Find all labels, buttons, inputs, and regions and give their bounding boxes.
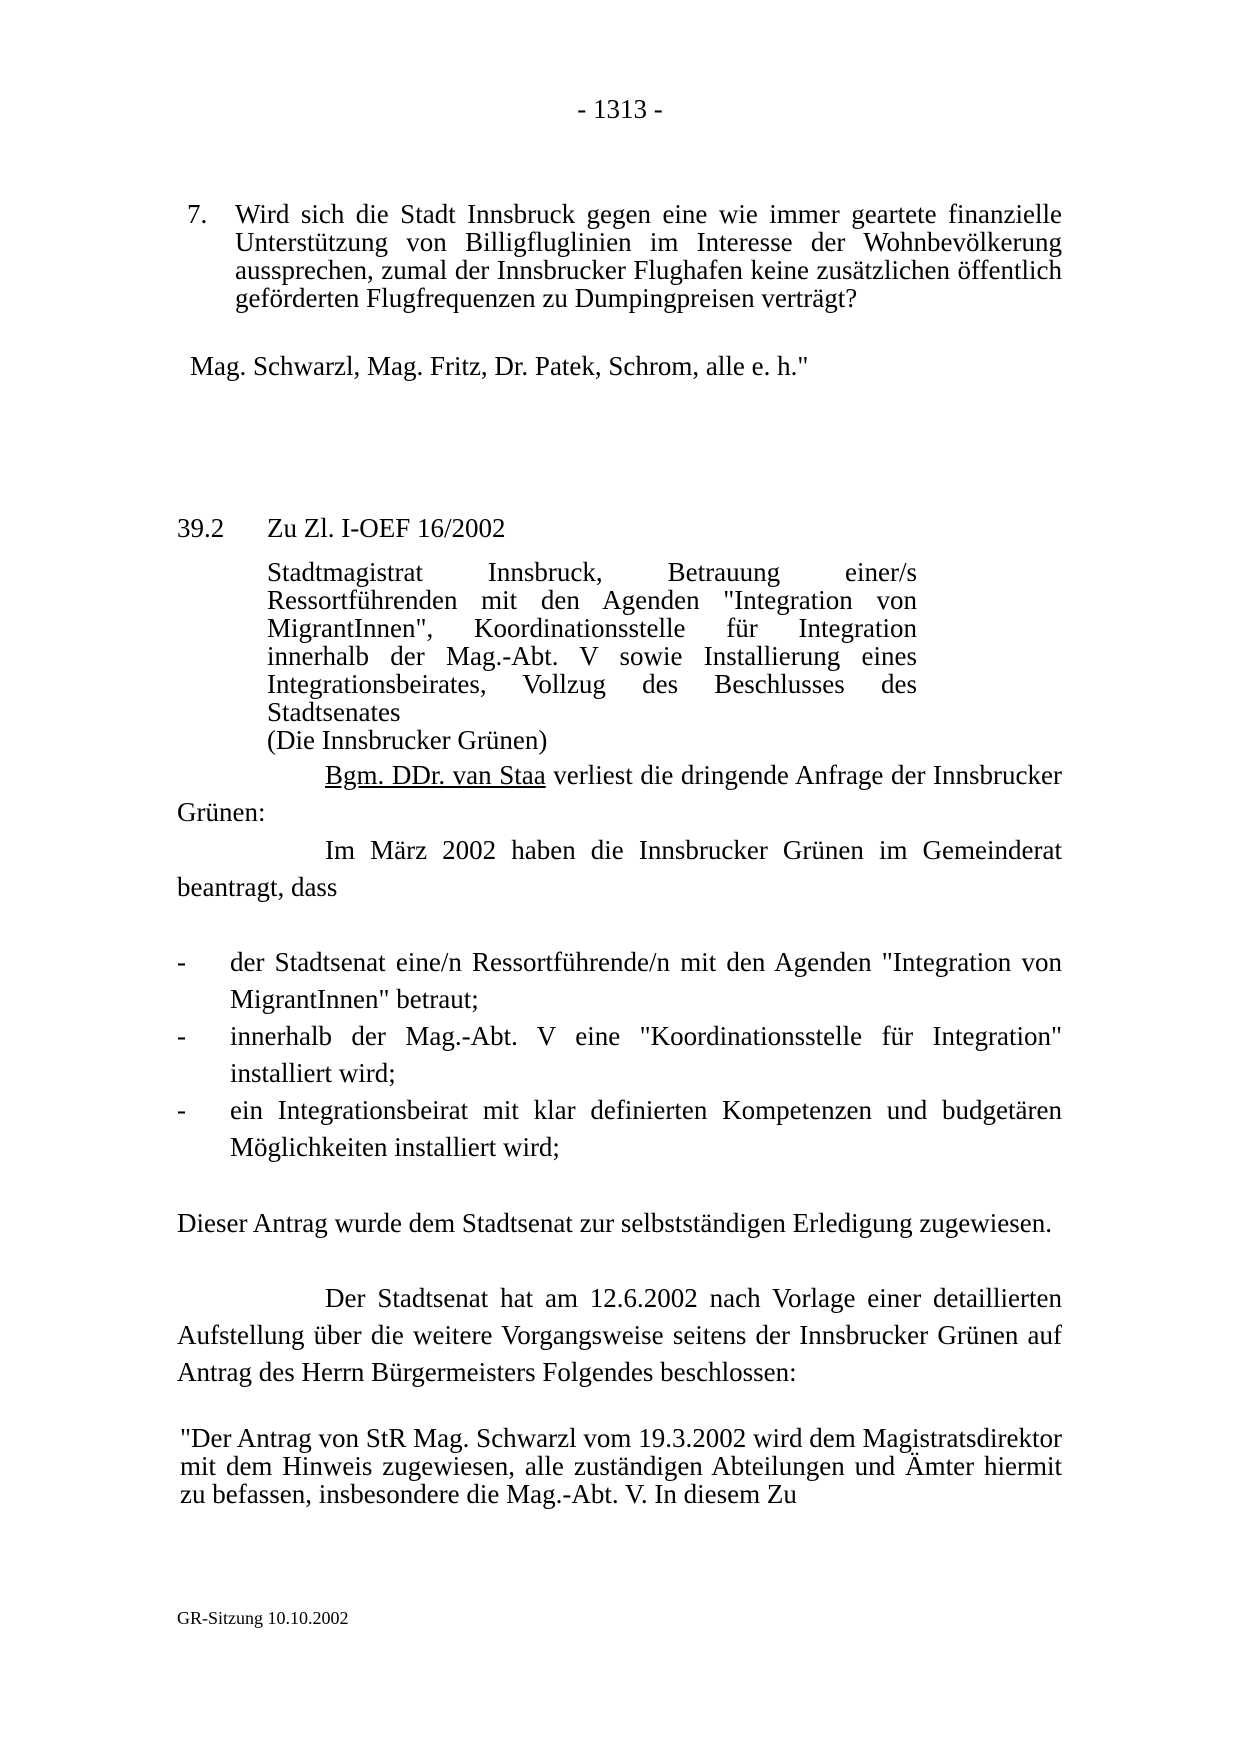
agenda-number: 39.2: [177, 513, 225, 543]
bullet-dash: -: [177, 947, 186, 977]
list-item: [177, 1092, 1062, 1166]
paragraph-decision-text: Der Stadtsenat hat am 12.6.2002 nach Vorlage einer detaillierten Aufstellung über die weitere Vorgangsweise seitens der Innsbrucker Grünen auf Antrag des Herrn Bürgermeisters Folgendes beschlossen:: [177, 1283, 1062, 1387]
page-number: - 1313 -: [577, 94, 663, 124]
list-item: [177, 1018, 1062, 1092]
paragraph-decision: [177, 1280, 1062, 1391]
question-7-number: 7.: [187, 199, 208, 229]
bullet-text: innerhalb der Mag.-Abt. V eine "Koordinationsstelle für Integration" installiert wird;: [230, 1021, 1062, 1088]
bullet-text: der Stadtsenat eine/n Ressortführende/n mit den Agenden "Integration von MigrantInnen" betraut;: [230, 947, 1062, 1014]
question-7-text: Wird sich die Stadt Innsbruck gegen eine wie immer geartete finanzielle Unterstützung von Billigfluglinien im Interesse der Wohnbevölkerung aussprechen, zumal der Innsbrucker Flughafen keine zusätzlichen öffentlich geförderten Flugfrequenzen zu Dumpingpreisen verträgt?: [235, 199, 1062, 313]
paragraph-march-text: Im März 2002 haben die Innsbrucker Grünen im Gemeinderat beantragt, dass: [177, 835, 1062, 902]
speaker-name: Bgm. DDr. van Staa: [325, 760, 546, 790]
paragraph-assignment: Dieser Antrag wurde dem Stadtsenat zur selbstständigen Erledigung zugewiesen.: [177, 1208, 1053, 1238]
question-7: [187, 200, 1062, 312]
paragraph-march: [177, 832, 1062, 906]
bullet-text: ein Integrationsbeirat mit klar definierten Kompetenzen und budgetären Möglichkeiten installiert wird;: [230, 1095, 1062, 1162]
bullet-list: [177, 944, 1062, 1166]
footer: GR-Sitzung 10.10.2002: [177, 1608, 349, 1628]
paragraph-reading-text: verliest die dringende Anfrage der Innsbrucker Grünen:: [177, 760, 1062, 827]
agenda-title: [267, 558, 917, 754]
quoted-resolution: "Der Antrag von StR Mag. Schwarzl vom 19.3.2002 wird dem Magistratsdirektor mit dem Hinweis zugewiesen, alle zuständigen Abteilungen und Ämter hiermit zu befassen, insbesondere die Mag.-Abt. V. In diesem Zu: [180, 1423, 1062, 1509]
list-item: [177, 944, 1062, 1018]
agenda-reference: Zu Zl. I-OEF 16/2002: [267, 513, 506, 543]
agenda-title-main: Stadtmagistrat Innsbruck, Betrauung einer/s Ressortführenden mit den Agenden "Integration von MigrantInnen", Koordinationsstelle für Integration innerhalb der Mag.-Abt. V sowie Installierung eines Integrationsbeirates, Vollzug des Beschlusses des Stadtsenates: [267, 557, 917, 727]
agenda-title-party: (Die Innsbrucker Grünen): [267, 725, 548, 755]
bullet-dash: -: [177, 1021, 186, 1051]
signers: Mag. Schwarzl, Mag. Fritz, Dr. Patek, Schrom, alle e. h.": [190, 351, 809, 381]
paragraph-reading: [177, 757, 1062, 831]
bullet-dash: -: [177, 1095, 186, 1125]
